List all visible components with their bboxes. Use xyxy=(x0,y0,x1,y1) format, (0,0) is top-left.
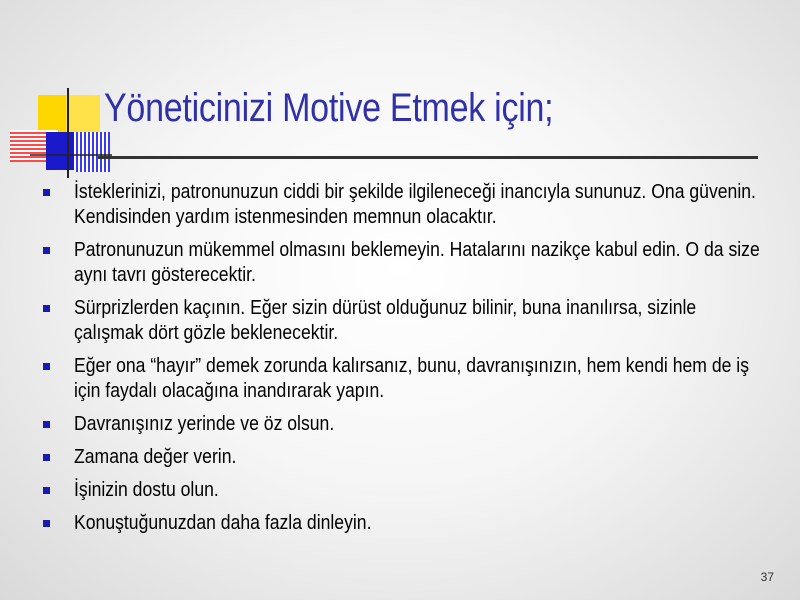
bullet-item xyxy=(40,412,780,437)
bullet-item xyxy=(40,445,780,470)
bullet-item xyxy=(40,180,780,230)
bullet-text: Konuştuğunuzdan daha fazla dinleyin. xyxy=(74,512,372,534)
bullet-text: İsteklerinizi, patronunuzun ciddi bir şekilde ilgileneceği inancıyla sununuz. Ona güvenin. Kendisinden yardım istenmesinden memnun olacaktır. xyxy=(74,181,756,228)
page-number: 37 xyxy=(760,570,774,584)
bullet-item xyxy=(40,238,780,288)
square-bullet-icon xyxy=(43,421,50,428)
bullet-item xyxy=(40,511,780,536)
bullet-text: Zamana değer verin. xyxy=(74,446,237,468)
square-bullet-icon xyxy=(43,454,50,461)
decorative-squares-logo xyxy=(0,0,120,200)
square-bullet-icon xyxy=(43,189,50,196)
square-bullet-icon xyxy=(43,363,50,370)
bullet-text: İşinizin dostu olun. xyxy=(74,479,219,501)
square-bullet-icon xyxy=(43,520,50,527)
square-bullet-icon xyxy=(43,247,50,254)
slide-title: Yöneticinizi Motive Etmek için; xyxy=(104,86,554,130)
bullet-text: Eğer ona “hayır” demek zorunda kalırsanız, bunu, davranışınızın, hem kendi hem de iş için faydalı olacağına inandırarak yapın. xyxy=(74,355,750,402)
bullet-item xyxy=(40,478,780,503)
bullet-text: Sürprizlerden kaçının. Eğer sizin dürüst olduğunuz bilinir, buna inanılırsa, sizinle çalışmak dört gözle beklenecektir. xyxy=(74,297,697,344)
title-underline xyxy=(98,156,758,159)
bullet-text: Davranışınız yerinde ve öz olsun. xyxy=(74,413,335,435)
bullet-item xyxy=(40,296,780,346)
bullet-item xyxy=(40,354,780,404)
square-bullet-icon xyxy=(43,487,50,494)
bullet-list xyxy=(40,180,780,544)
bullet-text: Patronunuzun mükemmel olmasını beklemeyin. Hatalarını nazikçe kabul edin. O da size aynı tavrı gösterecektir. xyxy=(74,239,760,286)
square-bullet-icon xyxy=(43,305,50,312)
